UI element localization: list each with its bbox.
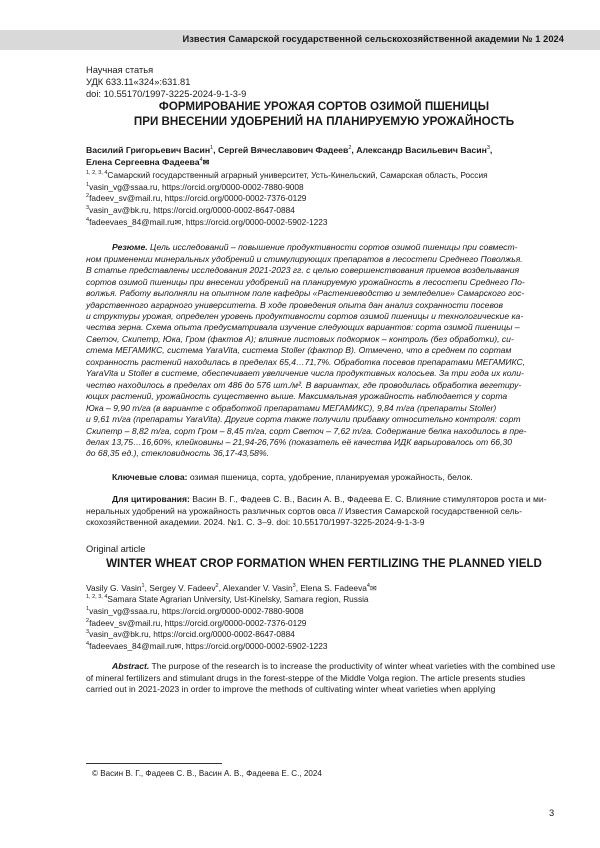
author-name: , Elena S. Fadeeva xyxy=(295,582,367,593)
contact-line xyxy=(86,629,562,641)
keywords-text: озимая пшеница, сорта, удобрение, планируемая урожайность, белок. xyxy=(187,471,473,482)
envelope-icon: ✉ xyxy=(369,583,377,593)
abstract-line: carried out in 2021-2023 in order to improve the methods of cultivating winter wheat varieties when applying xyxy=(86,684,496,695)
abstract-line: YaraVita и Stoller в системе, обеспечивает увеличение числа продуктивных колосьев. За три года их коли- xyxy=(86,368,524,379)
title-en: WINTER WHEAT CROP FORMATION WHEN FERTILIZING THE PLANNED YIELD xyxy=(106,556,542,570)
abstract-body xyxy=(86,254,562,460)
contact-line xyxy=(86,606,562,618)
author-separator: , xyxy=(489,145,493,156)
abstract-line: Скипетр – 8,82 т/га, сорт Гром – 8,45 т/га, сорт Светоч – 7,62 т/га. Содержание белка находилось в пре- xyxy=(86,425,527,436)
author-name: , Sergey V. Fadeev xyxy=(144,582,216,593)
author-sup: 3 xyxy=(292,583,296,590)
authors-en xyxy=(86,583,562,595)
abstract-text: The purpose of the research is to increase the productivity of winter wheat varieties with the combined use xyxy=(149,661,556,672)
abstract-line: сортов озимой пшеницы при внесении удобрений на планируемую урожайность в лесостепи Среднего По- xyxy=(86,276,525,287)
affiliation-text: Samara State Agrarian University, Ust-Kinelsky, Samara region, Russia xyxy=(107,594,369,605)
abstract-line: и 9,61 т/га (препараты YaraVita). Другие сорта также получили прибавку относительно контроля: сорт xyxy=(86,414,521,425)
contact-line xyxy=(86,193,562,205)
authors-ru xyxy=(86,145,562,157)
contact-sup: 3 xyxy=(86,205,90,212)
author-name: Елена Сергеевна Фадеева xyxy=(86,157,200,168)
abstract-line: В статье представлены исследования 2021-2023 гг. с целью совершенствования приемов возделывания xyxy=(86,265,520,276)
contact-sup: 2 xyxy=(86,617,90,624)
contact-line xyxy=(86,182,562,194)
citation-text: Васин В. Г., Фадеев С. В., Васин А. В., Фадеева Е. С. Влияние стимуляторов роста и ми- xyxy=(189,494,547,505)
contact-text: , https://orcid.org/0000-0002-5902-1223 xyxy=(181,640,328,651)
contact-sup: 3 xyxy=(86,629,90,636)
author-name: Александр Васильевич Васин xyxy=(356,145,487,156)
abstract-line: of mineral fertilizers and stimulant drugs in the forest-steppe of the Middle Volga region. The article presents studies xyxy=(86,672,526,683)
contact-text: , https://orcid.org/0000-0002-5902-1223 xyxy=(181,216,328,227)
contact-text: fadeev_sv@mail.ru, https://orcid.org/0000-0002-7376-0129 xyxy=(89,617,307,628)
contact-sup: 4 xyxy=(86,216,90,223)
affiliation-sup: 1, 2, 3, 4 xyxy=(86,170,108,177)
page-number: 3 xyxy=(549,808,555,818)
keywords-label: Ключевые слова: xyxy=(112,471,188,482)
author-sup: 2 xyxy=(348,145,352,152)
article-type-en: Original article xyxy=(86,543,146,554)
affiliation-text: Самарский государственный аграрный университет, Усть-Кинельский, Самарская область, Россия xyxy=(107,170,488,181)
author-name: Сергей Вячеславович Фадеев xyxy=(217,145,349,156)
citation-label: Для цитирования: xyxy=(112,494,190,505)
citation-line: скохозяйственной академии. 2024. №1. С. 3–9. doi: 10.55170/1997-3225-2024-9-1-3-9 xyxy=(86,517,425,528)
author-sup: 1 xyxy=(141,583,145,590)
author-separator: , xyxy=(351,145,357,156)
authors-ru-line-2 xyxy=(86,157,562,169)
abstract-line: волжья. Работу выполняли на опытном поле кафедры «Растениеводство и земледелие» Самарского гос- xyxy=(86,288,525,299)
footnote-divider xyxy=(86,763,222,764)
contact-line xyxy=(86,205,562,217)
abstract-label: Abstract. xyxy=(112,661,150,672)
contact-sup: 2 xyxy=(86,193,90,200)
envelope-icon: ✉ xyxy=(202,158,210,168)
author-sup: 4 xyxy=(366,583,370,590)
copyright-footnote: © Васин В. Г., Фадеев С. В., Васин А. В., Фадеева Е. С., 2024 xyxy=(92,769,322,778)
abstract-line: до 68,35 ед.), стекловидность 36,17-43,58%. xyxy=(86,448,269,459)
abstract-line: чество находилось в пределах от 486 до 576 шт./м². В вариантах, где проводилась обработка вегетиру- xyxy=(86,379,522,390)
abstract-line: стема МЕГАМИКС, система YaraVita, система Stoller (фактор В). Отмечено, что в среднем по сортам xyxy=(86,345,512,356)
envelope-icon: ✉ xyxy=(174,217,182,227)
contact-text: vasin_vg@ssaa.ru, https://orcid.org/0000-0002-7880-9008 xyxy=(89,606,304,616)
author-sup: 2 xyxy=(215,583,219,590)
abstract-line: и структуры урожая, определен уровень продуктивности сортов озимой пшеницы и технологические ка- xyxy=(86,310,524,321)
article-type: Научная статья xyxy=(86,65,154,75)
author-sup: 4 xyxy=(199,157,203,164)
author-name: Vasily G. Vasin xyxy=(86,582,142,593)
author-name: Василий Григорьевич Васин xyxy=(86,145,211,156)
affiliation-en xyxy=(86,594,562,606)
contact-sup: 1 xyxy=(86,606,90,613)
envelope-icon: ✉ xyxy=(174,641,182,651)
contact-text: vasin_vg@ssaa.ru, https://orcid.org/0000-0002-7880-9008 xyxy=(89,181,304,192)
citation-block xyxy=(86,494,562,528)
author-sup: 3 xyxy=(486,145,490,152)
affiliation-ru xyxy=(86,170,562,182)
abstract-line: ющих растений, урожайность существенно выше. Максимальная урожайность наблюдается у сорта xyxy=(86,391,508,402)
keywords xyxy=(86,472,562,484)
article-page xyxy=(86,64,562,696)
abstract-ru xyxy=(86,242,562,460)
affiliation-sup: 1, 2, 3, 4 xyxy=(86,594,108,601)
citation-line: неральных удобрений на урожайность различных сортов овса // Известия Самарской государственной сель- xyxy=(86,505,522,516)
abstract-line: ударственного аграрного университета. В ходе проведения опыта дан анализ сохранности посевов xyxy=(86,299,504,310)
author-name: , Alexander V. Vasin xyxy=(218,582,293,593)
contact-line xyxy=(86,217,562,229)
contact-text: fadeevaes_84@mail.ru xyxy=(89,216,175,227)
title-ru-line-1: ФОРМИРОВАНИЕ УРОЖАЯ СОРТОВ ОЗИМОЙ ПШЕНИЦЫ xyxy=(158,100,490,114)
udc-code: УДК 633.11«324»:631.81 xyxy=(86,77,191,88)
author-separator: , xyxy=(213,145,218,156)
journal-title: Известия Самарской государственной сельскохозяйственной академии № 1 2024 xyxy=(182,34,564,44)
contact-line xyxy=(86,618,562,630)
abstract-line xyxy=(86,242,562,253)
citation-line xyxy=(86,494,562,505)
contact-sup: 4 xyxy=(86,641,90,648)
abstract-line xyxy=(86,661,562,673)
abstract-line: делах 13,75…16,60%, клейковины – 21,94-26,76% (показатель её качества ИДК варьировалось от 66,30 xyxy=(86,436,513,447)
contact-text: vasin_av@bk.ru, https://orcid.org/0000-0002-8647-0884 xyxy=(89,205,295,216)
title-ru-line-2: ПРИ ВНЕСЕНИИ УДОБРЕНИЙ НА ПЛАНИРУЕМУЮ УРОЖАЙНОСТЬ xyxy=(133,114,515,128)
contact-sup: 1 xyxy=(86,182,90,189)
abstract-line: чества зерна. Схема опыта предусматривала изучение следующих вариантов: сорта озимой пшеницы – xyxy=(86,322,520,333)
contact-text: vasin_av@bk.ru, https://orcid.org/0000-0002-8647-0884 xyxy=(89,629,295,640)
abstract-line: Светоч, Скипетр, Юка, Гром (фактов А); влияние листовых подкормок – контроль (без обработки), си- xyxy=(86,333,514,344)
abstract-en xyxy=(86,661,562,696)
contact-text: fadeev_sv@mail.ru, https://orcid.org/0000-0002-7376-0129 xyxy=(89,193,307,204)
doi-line: doi: 10.55170/1997-3225-2024-9-1-3-9 xyxy=(86,89,247,100)
abstract-line: сохранность растений находилась в пределах 65,4…71,7%. Обработка посевов препаратами МЕГАМИКС, xyxy=(86,356,526,367)
abstract-label: Резюме. xyxy=(112,242,148,253)
abstract-line: ном применении минеральных удобрений и стимулирующих препаратов в лесостепи Среднего Поволжья. xyxy=(86,253,523,264)
contact-text: fadeevaes_84@mail.ru xyxy=(89,640,175,651)
author-sup: 1 xyxy=(210,145,214,152)
contact-line xyxy=(86,641,562,653)
abstract-text: Цель исследований – повышение продуктивности сортов озимой пшеницы при совмест- xyxy=(150,242,518,253)
abstract-line: Юка – 9,90 т/га (в варианте с обработкой препаратами МЕГАМИКС), 9,84 т/га (препараты Stoller) xyxy=(86,402,497,413)
